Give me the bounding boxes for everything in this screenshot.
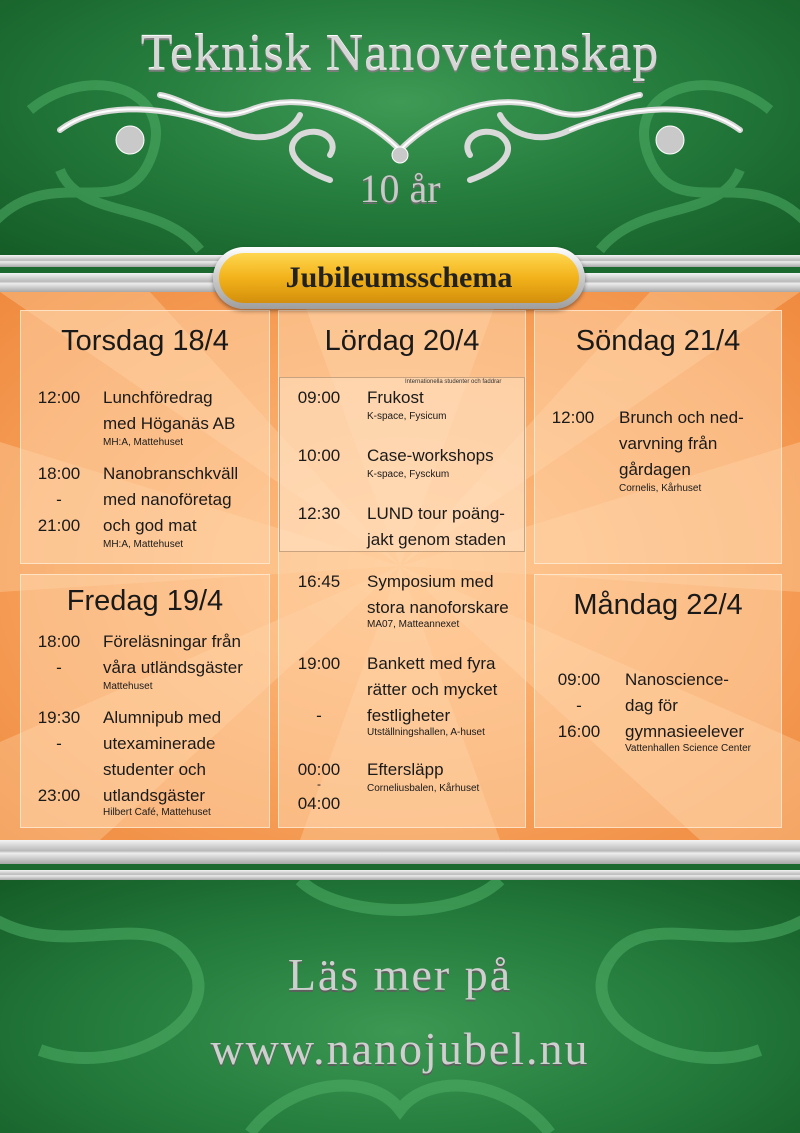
swirl-ornament-icon (0, 880, 800, 1133)
schedule-background (0, 292, 800, 840)
event-title: med nanoföretag (103, 490, 232, 509)
box-note: Internationella studenter och faddrar (405, 379, 502, 385)
day-heading: Fredag 19/4 (66, 585, 224, 617)
footer-background (0, 880, 800, 1133)
event-time: 04:00 (297, 794, 341, 813)
event-title: gårdagen (619, 460, 691, 479)
anniversary-years: 10 år (359, 166, 441, 211)
event-time: 10:00 (297, 446, 341, 465)
schedule-banner-label: Jubileumsschema (219, 253, 579, 303)
event-time: 09:00 (297, 388, 341, 407)
event-title: utlandsgäster (103, 786, 206, 805)
event-time: 18:00 (37, 464, 81, 483)
event-location: MA07, Matteannexet (367, 619, 460, 630)
event-title: med Höganäs AB (103, 414, 236, 433)
event-location: K-space, Fysicum (367, 411, 447, 422)
event-location: Corneliusbalen, Kårhuset (367, 783, 480, 794)
day-heading: Måndag 22/4 (573, 589, 743, 621)
event-location: Utställningshallen, A-huset (367, 727, 485, 738)
event-time: 16:45 (297, 572, 341, 591)
day-panel-fredag (20, 574, 270, 828)
event-title: och god mat (103, 516, 197, 535)
event-location: MH:A, Mattehuset (103, 539, 184, 550)
event-title: Eftersläpp (367, 760, 444, 779)
event-title: Frukost (367, 388, 424, 407)
event-time: 19:00 (297, 654, 341, 673)
event-location: MH:A, Mattehuset (103, 437, 184, 448)
event-title: Bankett med fyra (367, 654, 496, 673)
event-time-dash: - (56, 490, 62, 509)
day-panel-torsdag (20, 310, 270, 564)
event-title: våra utländsgäster (103, 658, 243, 677)
day-panel-mandag (534, 574, 782, 828)
event-time: 21:00 (37, 516, 81, 535)
header-background (0, 0, 800, 255)
event-title: Brunch och ned- (619, 408, 744, 427)
event-location: K-space, Fysckum (367, 469, 450, 480)
event-title: Nanobranschkväll (103, 464, 239, 483)
event-time-dash: - (56, 658, 62, 677)
event-title: Alumnipub med (103, 708, 222, 727)
event-time: 19:30 (37, 708, 81, 727)
schedule-banner (213, 247, 585, 309)
silver-divider (0, 870, 800, 880)
event-title: festligheter (367, 706, 451, 725)
event-title: Lunchföredrag (103, 388, 213, 407)
silver-divider (0, 840, 800, 864)
event-title: gymnasieelever (625, 722, 745, 741)
event-title: utexaminerade (103, 734, 216, 753)
event-title: Symposium med (367, 572, 494, 591)
event-time-dash: - (317, 777, 321, 791)
day-heading: Torsdag 18/4 (61, 325, 229, 357)
event-title: Föreläsningar från (103, 632, 241, 651)
event-time: 09:00 (557, 670, 601, 689)
page-title: Teknisk Nanovetenskap (140, 25, 660, 82)
website-link[interactable]: www.nanojubel.nu (210, 1023, 590, 1074)
event-title: Nanoscience- (625, 670, 729, 689)
event-time: 23:00 (37, 786, 81, 805)
event-time: 12:00 (551, 408, 595, 427)
day-heading: Lördag 20/4 (324, 325, 480, 357)
event-time: 18:00 (37, 632, 81, 651)
day-panel-sondag (534, 310, 782, 564)
event-title: rätter och mycket (367, 680, 498, 699)
event-location: Mattehuset (103, 681, 153, 692)
day-panel-lordag (278, 310, 526, 828)
event-location: Vattenhallen Science Center (625, 743, 752, 754)
event-time: 12:00 (37, 388, 81, 407)
event-location: Hilbert Café, Mattehuset (103, 807, 211, 818)
event-title: studenter och (103, 760, 207, 779)
event-title: Case-workshops (367, 446, 494, 465)
event-time-dash: - (56, 734, 62, 753)
event-title: varvning från (619, 434, 718, 453)
day-heading: Söndag 21/4 (575, 325, 741, 357)
event-title: LUND tour poäng- (367, 504, 505, 523)
event-time: 00:00 (297, 760, 341, 779)
event-location: Cornelis, Kårhuset (619, 483, 702, 494)
event-title: jakt genom staden (367, 530, 506, 549)
event-time: 16:00 (557, 722, 601, 741)
event-title: dag för (625, 696, 678, 715)
event-time: 12:30 (297, 504, 341, 523)
event-time-dash: - (316, 706, 322, 725)
event-time-dash: - (576, 696, 582, 715)
event-title: stora nanoforskare (367, 598, 509, 617)
read-more-text: Läs mer på (287, 949, 513, 1000)
